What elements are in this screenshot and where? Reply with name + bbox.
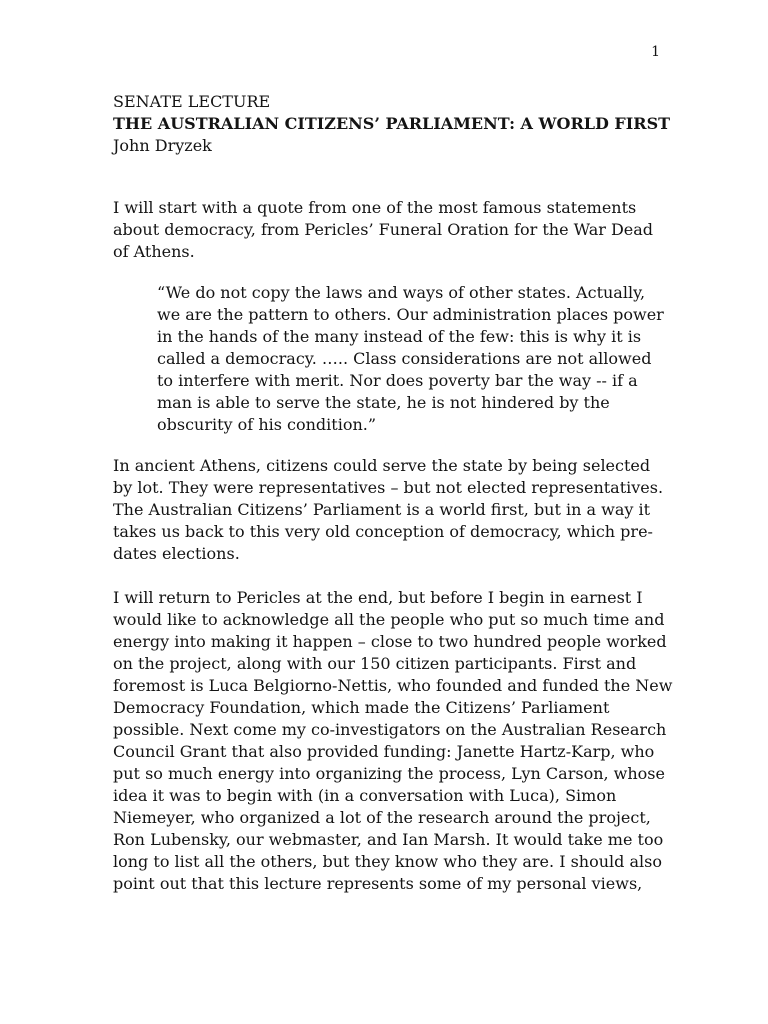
document-body <box>113 91 673 895</box>
pericles-quote: “We do not copy the laws and ways of other states. Actually, we are the pattern to others. Our administration places power in the hands of the many instead of the few: this is why it is called a democracy. ….. Class considerations are not allowed to interfere with merit. Nor does poverty bar the way -- if a man is able to serve the state, he is not hindered by the obscurity of his condition.” <box>157 283 664 434</box>
acknowledgements-paragraph: I will return to Pericles at the end, but before I begin in earnest I would like to acknowledge all the people who put so much time and energy into making it happen – close to two hundred people worked on the project, along with our 150 citizen participants. First and foremost is Luca Belgiorno-Nettis, who founded and funded the New Democracy Foundation, which made the Citizens’ Parliament possible. Next come my co-investigators on the Australian Research Council Grant that also provided funding: Janette Hartz-Karp, who put so much energy into organizing the process, Lyn Carson, whose idea it was to begin with (in a conversation with Luca), Simon Niemeyer, who organized a lot of the research around the project, Ron Lubensky, our webmaster, and Ian Marsh. It would take me too long to list all the others, but they know who they are. I should also point out that this lecture represents some of my personal views, <box>113 588 673 893</box>
page-number: 1 <box>651 44 660 60</box>
athens-paragraph: In ancient Athens, citizens could serve the state by being selected by lot. They were representatives – but not elected representatives. The Australian Citizens’ Parliament is a world first, but in a way it takes us back to this very old conception of democracy, which pre-dates elections. <box>113 456 664 563</box>
title-block <box>113 91 673 157</box>
document-title: THE AUSTRALIAN CITIZENS’ PARLIAMENT: A WORLD FIRST <box>113 114 671 133</box>
lecture-label: SENATE LECTURE <box>113 92 271 111</box>
author-name: John Dryzek <box>113 136 212 155</box>
intro-paragraph: I will start with a quote from one of the most famous statements about democracy, from Pericles’ Funeral Oration for the War Dead of Athens. <box>113 198 654 261</box>
